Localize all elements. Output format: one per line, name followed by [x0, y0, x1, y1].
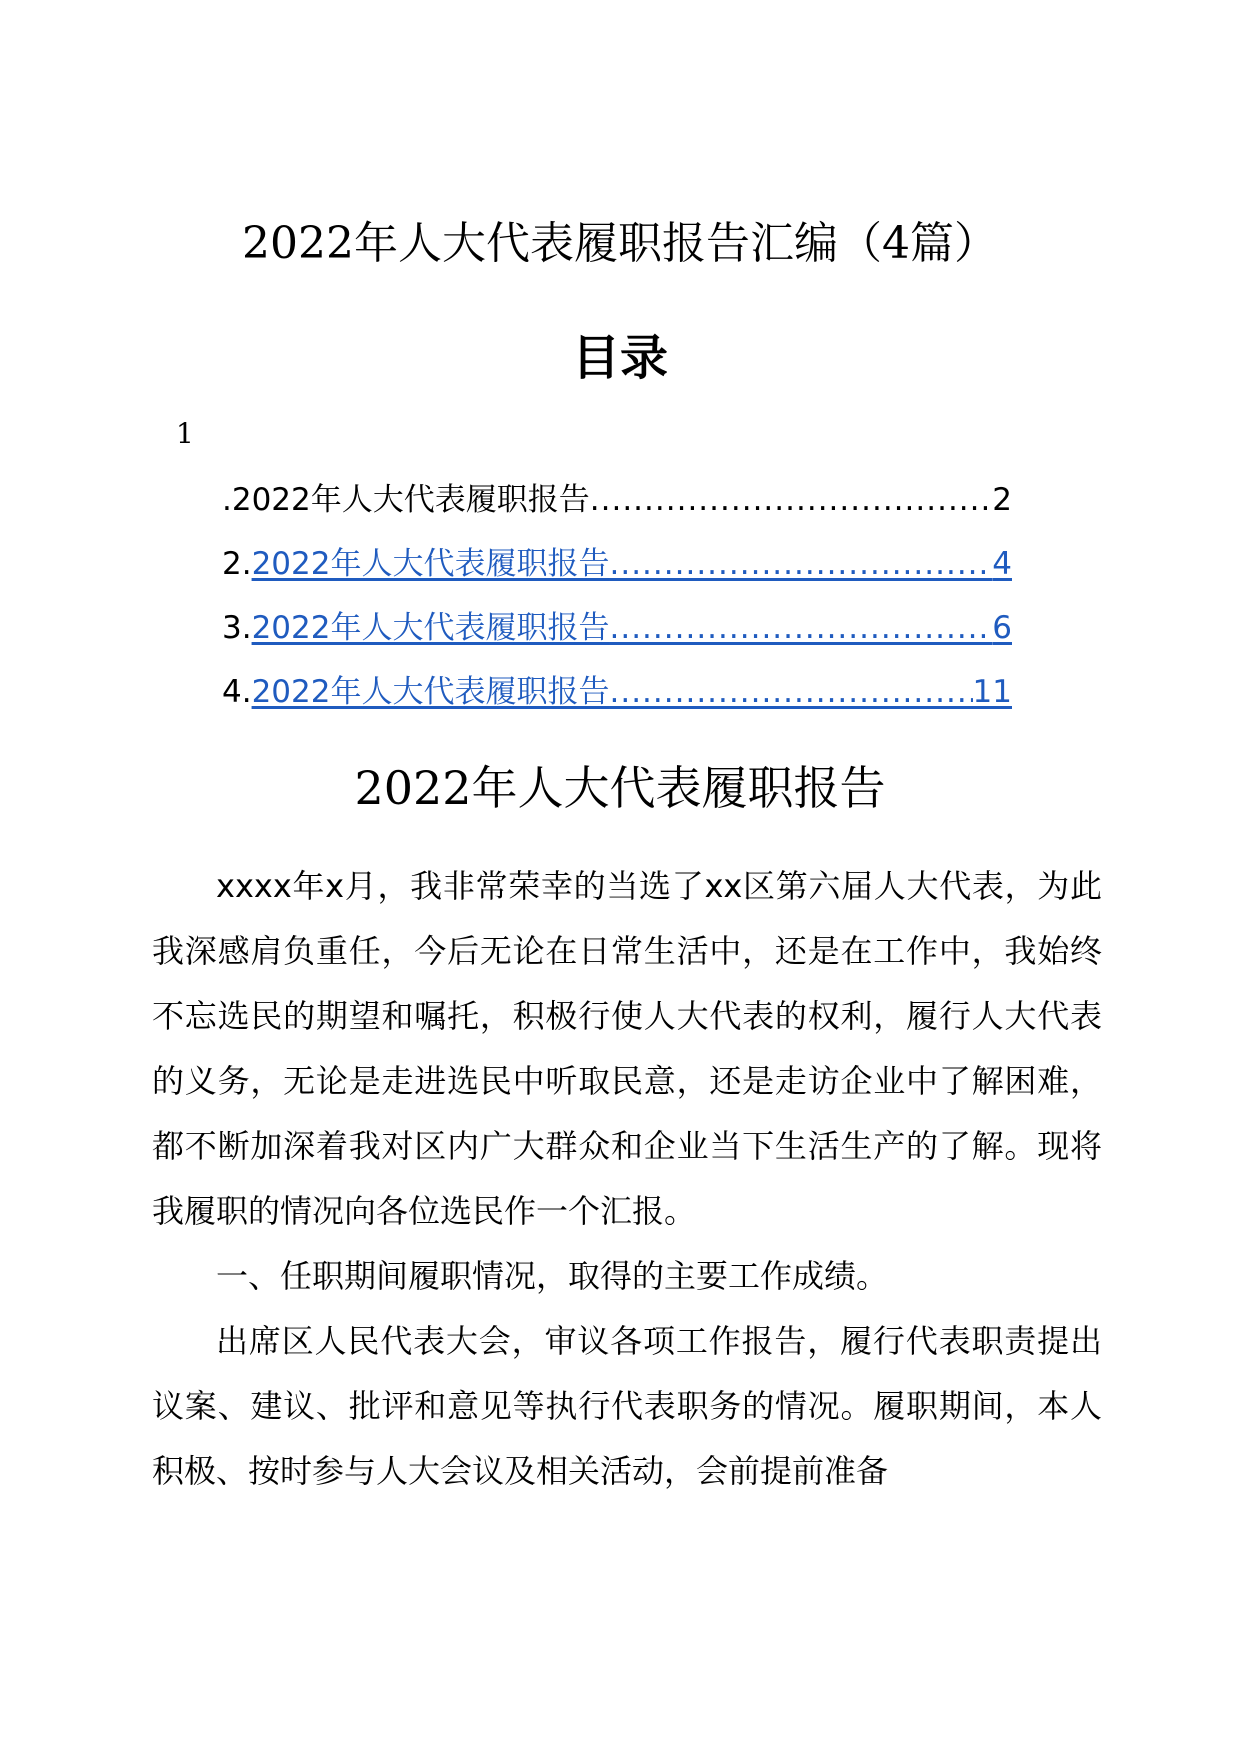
- toc-entry-page: 11: [972, 674, 1012, 710]
- toc-heading: 目录: [571, 330, 668, 386]
- toc-entry-number: 2.: [222, 546, 252, 582]
- toc-leader-dots: [609, 542, 992, 586]
- document-title: 2022年人大代表履职报告汇编（4篇）: [242, 218, 998, 269]
- toc-entry-page: 6: [992, 610, 1012, 646]
- toc-entry-link[interactable]: [252, 542, 1012, 586]
- toc-entry-text: 2022年人大代表履职报告: [251, 674, 610, 710]
- toc-entry-number: .: [222, 482, 232, 518]
- section-heading: 一、任职期间履职情况，取得的主要工作成绩。: [216, 1257, 889, 1295]
- toc-entry-link[interactable]: [232, 478, 1012, 522]
- toc-leader-dots: [609, 606, 992, 650]
- toc-entry-text: 2022年人大代表履职报告: [251, 610, 610, 646]
- toc-entry[interactable]: [222, 478, 1012, 542]
- toc-leader-dots: [590, 478, 993, 522]
- article-title: 2022年人大代表履职报告: [354, 761, 886, 815]
- toc-entry[interactable]: [222, 606, 1012, 670]
- toc-entry-page: 4: [992, 546, 1012, 582]
- toc-entry-link[interactable]: [252, 670, 1012, 714]
- toc-entry-number: 3.: [222, 610, 252, 646]
- toc-entry-page: 2: [992, 482, 1012, 518]
- toc-entry-text: 2022年人大代表履职报告: [251, 546, 610, 582]
- article-body: [152, 854, 1102, 1504]
- toc-entry-text: 2022年人大代表履职报告: [231, 482, 590, 518]
- toc-entry-number: 4.: [222, 674, 252, 710]
- toc-leader-dots: [609, 670, 972, 714]
- toc-entry[interactable]: [222, 670, 1012, 734]
- body-paragraph: xxxx年x月，我非常荣幸的当选了xx区第六届人大代表，为此我深感肩负重任，今后无论在日常生活中，还是在工作中，我始终不忘选民的期望和嘱托，积极行使人大代表的权利，履行人大代表的义务，无论是走进选民中听取民意，还是走访企业中了解困难，都不断加深着我对区内广大群众和企业当下生活生产的了解。现将我履职的情况向各位选民作一个汇报。: [152, 867, 1102, 1230]
- table-of-contents: [222, 478, 1012, 734]
- toc-entry[interactable]: [222, 542, 1012, 606]
- toc-entry-link[interactable]: [252, 606, 1012, 650]
- toc-marker: 1: [176, 417, 194, 450]
- body-paragraph: 出席区人民代表大会，审议各项工作报告，履行代表职责提出议案、建议、批评和意见等执行代表职务的情况。履职期间，本人积极、按时参与人大会议及相关活动，会前提前准备: [152, 1322, 1102, 1490]
